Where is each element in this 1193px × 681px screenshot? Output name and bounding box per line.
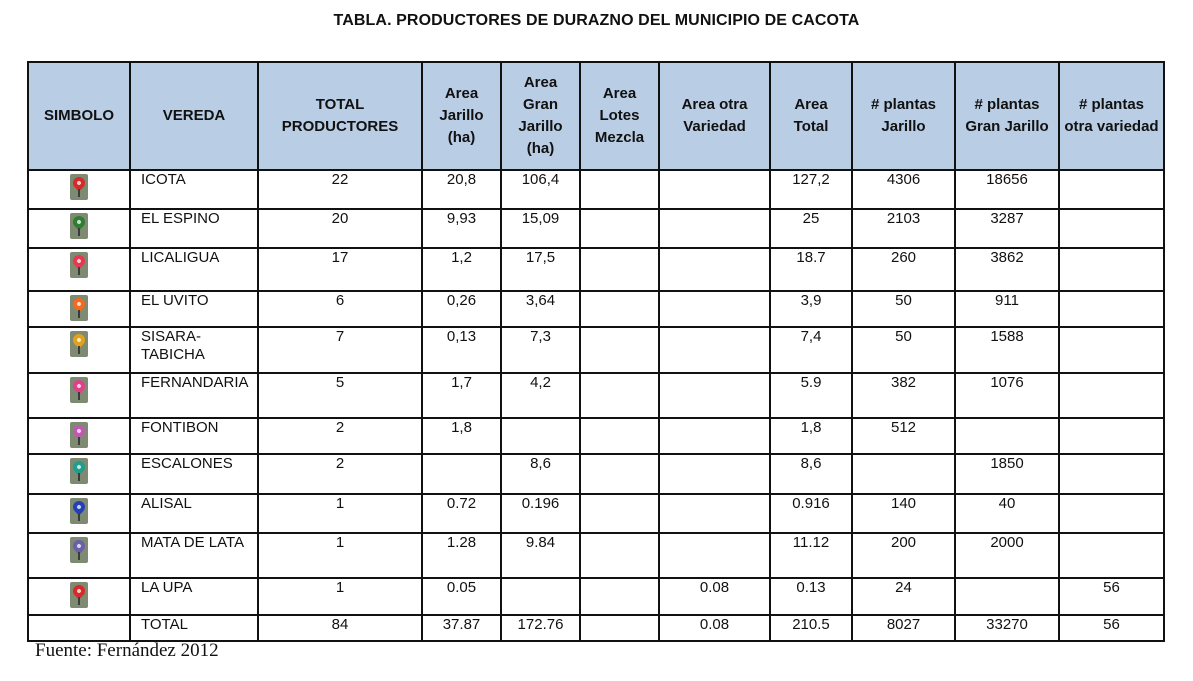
cell-plantas-jarillo: 50 <box>852 327 955 373</box>
table-row <box>28 248 1164 291</box>
cell-total-productores: 6 <box>258 291 422 327</box>
cell-area-jarillo: 1,2 <box>422 248 501 291</box>
cell-area-jarillo: 0,13 <box>422 327 501 373</box>
map-pin-icon <box>70 422 88 448</box>
cell-total-productores: 84 <box>258 615 422 641</box>
cell-area-otra-variedad <box>659 454 770 494</box>
cell-simbolo <box>28 533 130 578</box>
header-plantas-jarillo: # plantas Jarillo <box>852 62 955 170</box>
header-area-total: Area Total <box>770 62 852 170</box>
cell-simbolo <box>28 327 130 373</box>
cell-plantas-otra-variedad <box>1059 248 1164 291</box>
header-simbolo: SIMBOLO <box>28 62 130 170</box>
cell-plantas-gran-jarillo: 911 <box>955 291 1059 327</box>
cell-vereda: ESCALONES <box>130 454 258 494</box>
cell-area-jarillo <box>422 454 501 494</box>
cell-plantas-gran-jarillo: 33270 <box>955 615 1059 641</box>
cell-area-otra-variedad <box>659 418 770 454</box>
cell-plantas-gran-jarillo: 3287 <box>955 209 1059 248</box>
cell-vereda: EL ESPINO <box>130 209 258 248</box>
cell-total-productores: 2 <box>258 418 422 454</box>
cell-area-lotes-mezcla <box>580 418 659 454</box>
cell-vereda: SISARA-TABICHA <box>130 327 258 373</box>
cell-area-lotes-mezcla <box>580 615 659 641</box>
cell-vereda: LICALIGUA <box>130 248 258 291</box>
cell-total-productores: 1 <box>258 578 422 615</box>
cell-area-gran-jarillo: 7,3 <box>501 327 580 373</box>
cell-area-total: 25 <box>770 209 852 248</box>
cell-total-productores: 22 <box>258 170 422 209</box>
cell-total-productores: 1 <box>258 494 422 533</box>
cell-total-productores: 5 <box>258 373 422 418</box>
cell-vereda: TOTAL <box>130 615 258 641</box>
map-pin-icon <box>70 498 88 524</box>
cell-area-total: 18.7 <box>770 248 852 291</box>
cell-simbolo <box>28 373 130 418</box>
cell-area-total: 11.12 <box>770 533 852 578</box>
cell-plantas-otra-variedad <box>1059 327 1164 373</box>
cell-area-gran-jarillo: 8,6 <box>501 454 580 494</box>
cell-plantas-otra-variedad: 56 <box>1059 615 1164 641</box>
cell-area-gran-jarillo: 106,4 <box>501 170 580 209</box>
cell-area-gran-jarillo: 172.76 <box>501 615 580 641</box>
map-pin-icon <box>70 582 88 608</box>
table-row <box>28 533 1164 578</box>
table-body <box>28 170 1164 641</box>
cell-area-gran-jarillo: 9.84 <box>501 533 580 578</box>
cell-area-jarillo: 20,8 <box>422 170 501 209</box>
header-area-otra-variedad: Area otra Variedad <box>659 62 770 170</box>
map-pin-icon <box>70 295 88 321</box>
cell-area-otra-variedad: 0.08 <box>659 578 770 615</box>
map-pin-icon <box>70 331 88 357</box>
cell-area-lotes-mezcla <box>580 248 659 291</box>
cell-plantas-gran-jarillo: 1588 <box>955 327 1059 373</box>
cell-area-gran-jarillo: 4,2 <box>501 373 580 418</box>
cell-plantas-gran-jarillo <box>955 578 1059 615</box>
table-row <box>28 454 1164 494</box>
cell-area-otra-variedad: 0.08 <box>659 615 770 641</box>
header-plantas-otra-variedad: # plantas otra variedad <box>1059 62 1164 170</box>
cell-area-total: 210.5 <box>770 615 852 641</box>
cell-plantas-gran-jarillo: 1850 <box>955 454 1059 494</box>
cell-area-otra-variedad <box>659 291 770 327</box>
cell-plantas-jarillo: 260 <box>852 248 955 291</box>
cell-area-gran-jarillo: 0.196 <box>501 494 580 533</box>
cell-area-total: 7,4 <box>770 327 852 373</box>
cell-area-otra-variedad <box>659 170 770 209</box>
cell-simbolo <box>28 615 130 641</box>
cell-area-jarillo: 0.72 <box>422 494 501 533</box>
cell-plantas-otra-variedad <box>1059 170 1164 209</box>
table-row <box>28 373 1164 418</box>
cell-area-otra-variedad <box>659 533 770 578</box>
cell-plantas-otra-variedad <box>1059 418 1164 454</box>
cell-area-lotes-mezcla <box>580 533 659 578</box>
cell-plantas-otra-variedad <box>1059 494 1164 533</box>
cell-vereda: FONTIBON <box>130 418 258 454</box>
cell-vereda: FERNANDARIA <box>130 373 258 418</box>
map-pin-icon <box>70 174 88 200</box>
cell-area-gran-jarillo: 3,64 <box>501 291 580 327</box>
cell-area-jarillo: 1.28 <box>422 533 501 578</box>
cell-vereda: LA UPA <box>130 578 258 615</box>
map-pin-icon <box>70 252 88 278</box>
map-pin-icon <box>70 377 88 403</box>
cell-area-jarillo: 1,7 <box>422 373 501 418</box>
cell-area-lotes-mezcla <box>580 291 659 327</box>
table-row <box>28 418 1164 454</box>
cell-plantas-otra-variedad <box>1059 291 1164 327</box>
cell-vereda: MATA DE LATA <box>130 533 258 578</box>
cell-plantas-jarillo: 4306 <box>852 170 955 209</box>
cell-area-jarillo: 0.05 <box>422 578 501 615</box>
cell-area-lotes-mezcla <box>580 209 659 248</box>
header-total-productores: TOTAL PRODUCTORES <box>258 62 422 170</box>
cell-area-total: 5.9 <box>770 373 852 418</box>
cell-area-lotes-mezcla <box>580 454 659 494</box>
cell-plantas-gran-jarillo: 40 <box>955 494 1059 533</box>
cell-plantas-otra-variedad <box>1059 533 1164 578</box>
cell-area-gran-jarillo <box>501 578 580 615</box>
table-row <box>28 291 1164 327</box>
cell-plantas-gran-jarillo: 1076 <box>955 373 1059 418</box>
cell-area-lotes-mezcla <box>580 327 659 373</box>
header-area-gran-jarillo: Area Gran Jarillo (ha) <box>501 62 580 170</box>
cell-area-otra-variedad <box>659 494 770 533</box>
cell-area-jarillo: 9,93 <box>422 209 501 248</box>
cell-area-otra-variedad <box>659 327 770 373</box>
cell-total-productores: 2 <box>258 454 422 494</box>
cell-plantas-otra-variedad <box>1059 454 1164 494</box>
source-note: Fuente: Fernández 2012 <box>35 640 219 661</box>
cell-area-otra-variedad <box>659 209 770 248</box>
header-vereda: VEREDA <box>130 62 258 170</box>
cell-plantas-otra-variedad: 56 <box>1059 578 1164 615</box>
cell-area-gran-jarillo: 15,09 <box>501 209 580 248</box>
cell-plantas-gran-jarillo: 18656 <box>955 170 1059 209</box>
table-title: TABLA. PRODUCTORES DE DURAZNO DEL MUNICIPIO DE CACOTA <box>333 12 860 29</box>
cell-area-lotes-mezcla <box>580 170 659 209</box>
table-row <box>28 327 1164 373</box>
cell-plantas-jarillo: 8027 <box>852 615 955 641</box>
cell-area-total: 0.13 <box>770 578 852 615</box>
cell-area-gran-jarillo <box>501 418 580 454</box>
cell-area-lotes-mezcla <box>580 373 659 418</box>
cell-area-lotes-mezcla <box>580 494 659 533</box>
cell-simbolo <box>28 170 130 209</box>
producers-table <box>27 61 1165 642</box>
header-plantas-gran-jarillo: # plantas Gran Jarillo <box>955 62 1059 170</box>
table-row <box>28 578 1164 615</box>
cell-total-productores: 17 <box>258 248 422 291</box>
table-row <box>28 170 1164 209</box>
cell-plantas-jarillo: 50 <box>852 291 955 327</box>
cell-area-jarillo: 37.87 <box>422 615 501 641</box>
cell-plantas-gran-jarillo: 2000 <box>955 533 1059 578</box>
header-row <box>28 62 1164 170</box>
cell-area-otra-variedad <box>659 248 770 291</box>
table-row <box>28 209 1164 248</box>
cell-area-total: 0.916 <box>770 494 852 533</box>
cell-area-jarillo: 1,8 <box>422 418 501 454</box>
cell-plantas-gran-jarillo <box>955 418 1059 454</box>
cell-area-otra-variedad <box>659 373 770 418</box>
cell-plantas-jarillo: 382 <box>852 373 955 418</box>
cell-plantas-jarillo: 24 <box>852 578 955 615</box>
cell-plantas-jarillo: 512 <box>852 418 955 454</box>
cell-area-lotes-mezcla <box>580 578 659 615</box>
cell-area-gran-jarillo: 17,5 <box>501 248 580 291</box>
map-pin-icon <box>70 537 88 563</box>
cell-vereda: ALISAL <box>130 494 258 533</box>
cell-plantas-jarillo <box>852 454 955 494</box>
cell-vereda: EL UVITO <box>130 291 258 327</box>
map-pin-icon <box>70 213 88 239</box>
cell-simbolo <box>28 209 130 248</box>
cell-area-total: 1,8 <box>770 418 852 454</box>
header-area-jarillo: Area Jarillo (ha) <box>422 62 501 170</box>
header-area-lotes-mezcla: Area Lotes Mezcla <box>580 62 659 170</box>
table-row <box>28 494 1164 533</box>
total-row <box>28 615 1164 641</box>
cell-simbolo <box>28 248 130 291</box>
cell-plantas-jarillo: 140 <box>852 494 955 533</box>
cell-simbolo <box>28 418 130 454</box>
cell-simbolo <box>28 494 130 533</box>
cell-plantas-jarillo: 200 <box>852 533 955 578</box>
cell-area-total: 3,9 <box>770 291 852 327</box>
cell-plantas-otra-variedad <box>1059 373 1164 418</box>
cell-area-total: 127,2 <box>770 170 852 209</box>
cell-vereda: ICOTA <box>130 170 258 209</box>
cell-plantas-otra-variedad <box>1059 209 1164 248</box>
cell-total-productores: 7 <box>258 327 422 373</box>
cell-simbolo <box>28 578 130 615</box>
map-pin-icon <box>70 458 88 484</box>
cell-plantas-jarillo: 2103 <box>852 209 955 248</box>
cell-area-jarillo: 0,26 <box>422 291 501 327</box>
cell-area-total: 8,6 <box>770 454 852 494</box>
cell-plantas-gran-jarillo: 3862 <box>955 248 1059 291</box>
cell-simbolo <box>28 454 130 494</box>
cell-total-productores: 20 <box>258 209 422 248</box>
cell-simbolo <box>28 291 130 327</box>
cell-total-productores: 1 <box>258 533 422 578</box>
